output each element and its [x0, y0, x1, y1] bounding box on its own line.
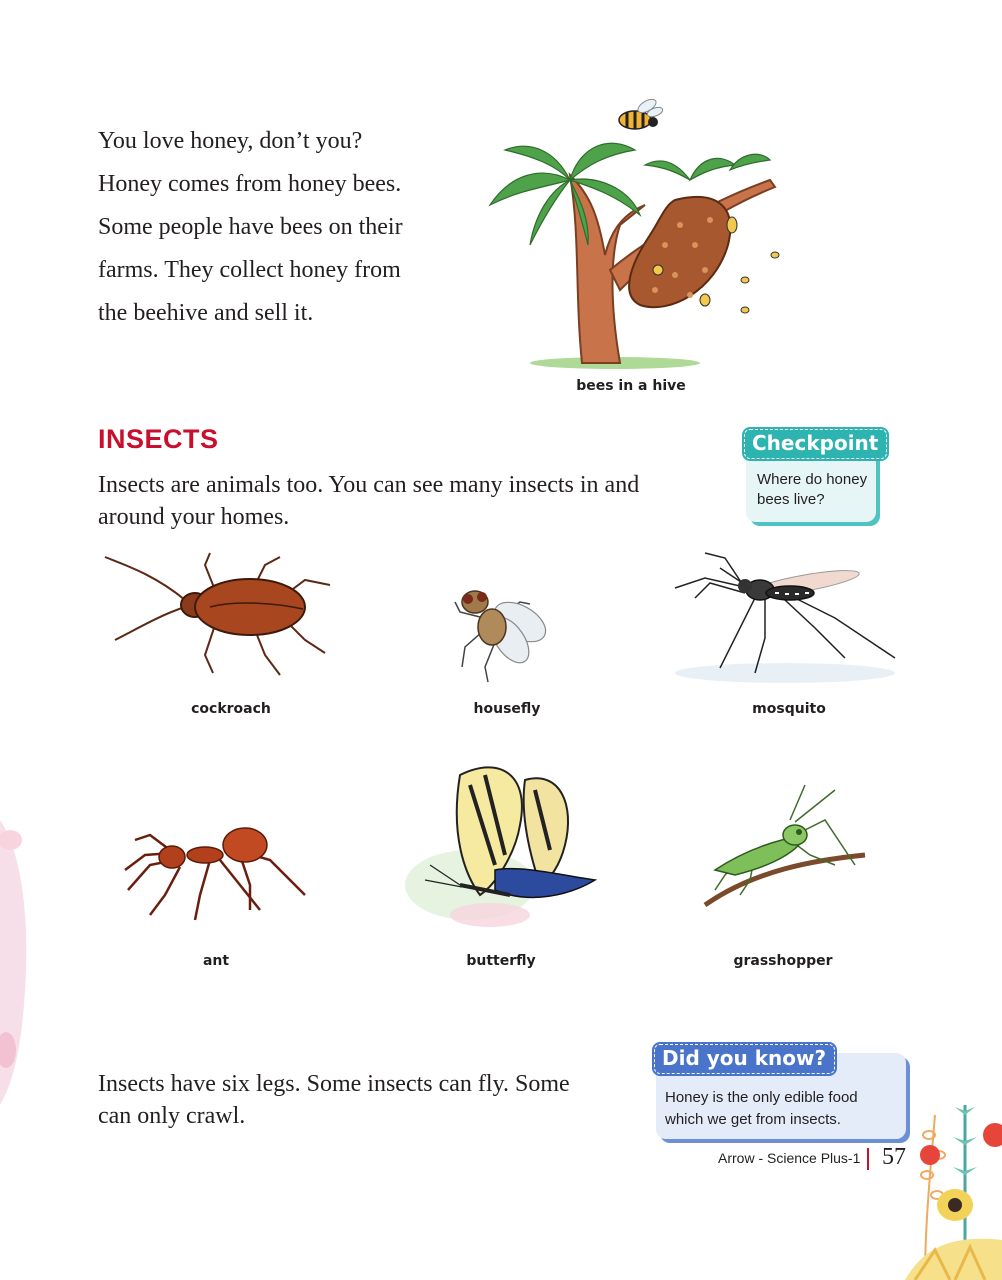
section-text: [98, 469, 738, 533]
intro-line: farms. They collect honey from: [98, 257, 401, 283]
ant-illustration: [120, 815, 310, 925]
footer-book-title: Arrow - Science Plus-1: [718, 1150, 861, 1166]
intro-line: the beehive and sell it.: [98, 300, 314, 326]
section-heading: INSECTS: [98, 424, 219, 454]
checkpoint-label: Checkpoint: [744, 429, 887, 459]
checkpoint-question: Where do honey bees live?: [757, 471, 868, 508]
did-you-know-line: which we get from insects.: [665, 1111, 841, 1128]
intro-line: Honey comes from honey bees.: [98, 171, 402, 197]
beehive-illustration: [470, 95, 800, 375]
insect-caption-mosquito: mosquito: [752, 701, 826, 717]
left-edge-decoration: [0, 810, 32, 1110]
intro-paragraph: [98, 120, 458, 335]
bottom-text-line: can only crawl.: [98, 1103, 246, 1129]
bottom-text: [98, 1068, 638, 1132]
bottom-text-line: Insects have six legs. Some insects can fly. Some: [98, 1071, 570, 1097]
did-you-know-line: Honey is the only edible food: [665, 1089, 858, 1106]
insect-caption-butterfly: butterfly: [466, 953, 536, 969]
cockroach-illustration: [105, 545, 345, 685]
insect-caption-housefly: housefly: [473, 701, 541, 717]
footer-divider: [867, 1148, 869, 1170]
intro-line: Some people have bees on their: [98, 214, 403, 240]
intro-line: You love honey, don’t you?: [98, 128, 363, 154]
beehive-caption: bees in a hive: [576, 378, 686, 394]
grasshopper-illustration: [695, 780, 870, 910]
floral-decoration: [905, 1075, 1002, 1280]
insect-caption-cockroach: cockroach: [191, 701, 271, 717]
insect-caption-grasshopper: grasshopper: [733, 953, 833, 969]
section-text-line: around your homes.: [98, 504, 290, 530]
section-text-line: Insects are animals too. You can see many insects in and: [98, 472, 640, 498]
did-you-know-label: Did you know?: [654, 1044, 835, 1074]
butterfly-illustration: [400, 755, 600, 935]
mosquito-illustration: [665, 548, 905, 688]
page-number: 57: [882, 1144, 906, 1170]
housefly-illustration: [440, 572, 560, 687]
did-you-know-text: [665, 1087, 905, 1131]
insect-caption-ant: ant: [202, 953, 230, 969]
